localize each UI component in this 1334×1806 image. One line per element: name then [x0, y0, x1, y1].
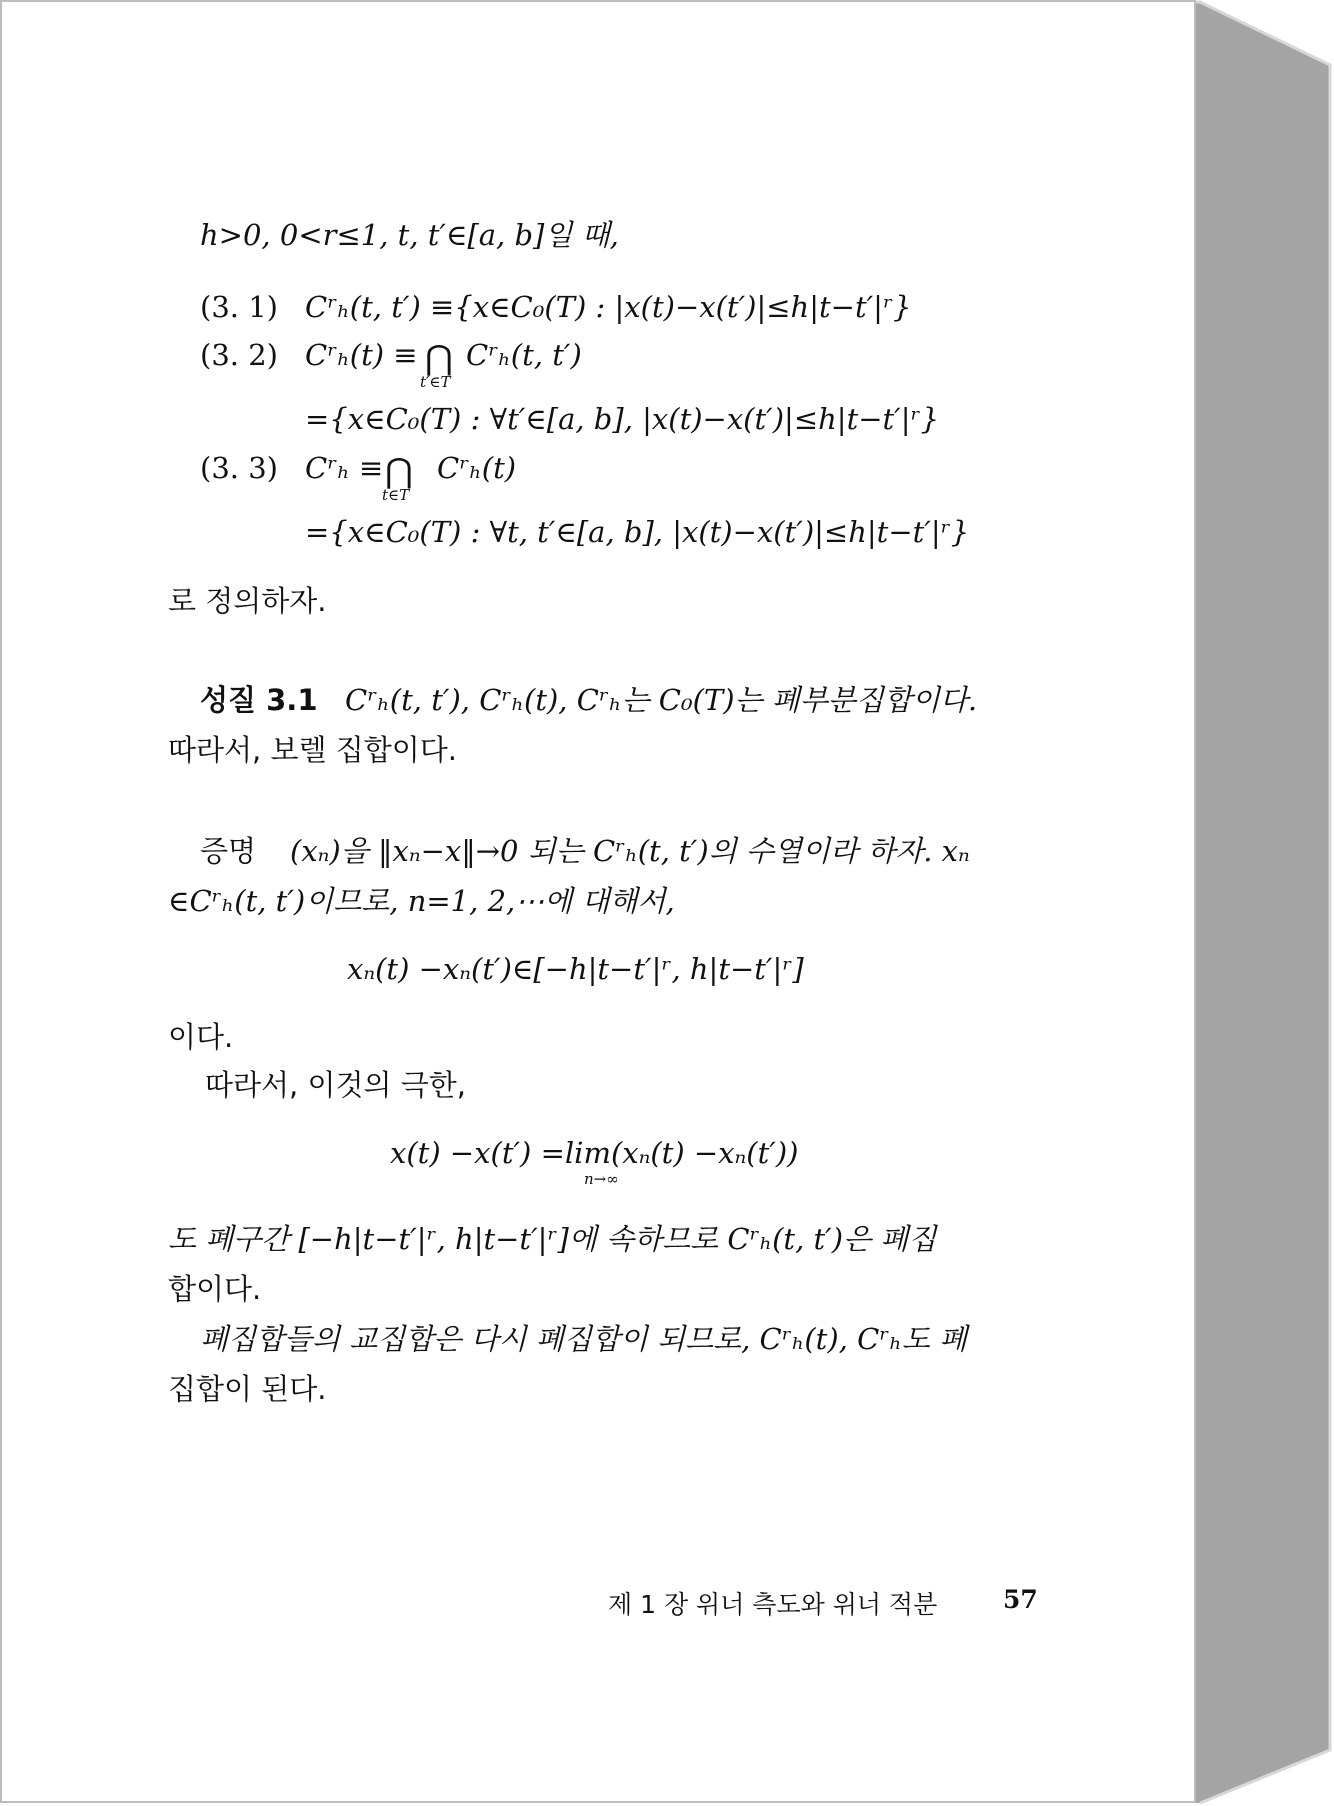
equation-3-2-rhs: Cʳₕ(t, t′): [466, 338, 582, 372]
equation-3-3-rhs: Cʳₕ(t): [437, 451, 517, 485]
proof-display-2: x(t) −x(t′) =lim(xₙ(t) −xₙ(t′)): [390, 1136, 799, 1170]
definition-closing: 로 정의하자.: [168, 584, 327, 618]
equation-3-2-lhs: Cʳₕ(t) ≡: [305, 338, 418, 372]
equation-3-3-lhs: Cʳₕ ≡: [305, 451, 384, 485]
proof-line4: 따라서, 이것의 극한,: [205, 1068, 466, 1102]
proof-label: 증명: [200, 834, 257, 868]
equation-3-3-intersection: ⋂: [385, 451, 413, 491]
proposition-label: 성질 3.1: [200, 683, 318, 717]
equation-3-2-subscript: t′∈T: [420, 373, 451, 391]
proposition-statement: Cʳₕ(t, t′), Cʳₕ(t), Cʳₕ는 C₀(T)는 폐부분집합이다.: [345, 683, 978, 717]
proof-line2: ∈Cʳₕ(t, t′)이므로, n=1, 2,⋯에 대해서,: [168, 884, 675, 918]
equation-3-3-subscript: t∈T: [382, 486, 410, 504]
proof-line7: 폐집합들의 교집합은 다시 폐집합이 되므로, Cʳₕ(t), Cʳₕ도 폐: [200, 1322, 968, 1356]
equation-3-2-line2: ={x∈C₀(T) : ∀t′∈[a, b], |x(t)−x(t′)|≤h|t−t′|ʳ}: [305, 402, 940, 436]
equation-number-3-1: (3. 1): [200, 290, 278, 324]
limit-subscript: n→∞: [584, 1170, 619, 1188]
proof-line8: 집합이 된다.: [168, 1372, 327, 1406]
proof-display-1: xₙ(t) −xₙ(t′)∈[−h|t−t′|ʳ, h|t−t′|ʳ]: [347, 952, 804, 986]
proof-line6: 합이다.: [168, 1272, 262, 1306]
proof-line1: (xₙ)을 ‖xₙ−x‖→0 되는 Cʳₕ(t, t′)의 수열이라 하자. xₙ: [290, 834, 970, 868]
chapter-footer: 제 1 장 위너 측도와 위너 적분: [608, 1590, 938, 1619]
equation-3-3-line2: ={x∈C₀(T) : ∀t, t′∈[a, b], |x(t)−x(t′)|≤h|t−t′|ʳ}: [305, 515, 970, 549]
proof-line3: 이다.: [168, 1020, 234, 1054]
condition-line: h>0, 0<r≤1, t, t′∈[a, b]일 때,: [200, 218, 619, 252]
equation-3-1: Cʳₕ(t, t′) ≡{x∈C₀(T) : |x(t)−x(t′)|≤h|t−t′|ʳ}: [305, 290, 912, 324]
page-number: 57: [1003, 1585, 1038, 1614]
proof-line5: 도 폐구간 [−h|t−t′|ʳ, h|t−t′|ʳ]에 속하므로 Cʳₕ(t, t′)은 폐집: [168, 1222, 937, 1256]
proposition-line2: 따라서, 보렐 집합이다.: [168, 733, 457, 767]
equation-number-3-2: (3. 2): [200, 338, 278, 372]
equation-3-2-intersection: ⋂: [425, 338, 453, 378]
equation-number-3-3: (3. 3): [200, 451, 278, 485]
